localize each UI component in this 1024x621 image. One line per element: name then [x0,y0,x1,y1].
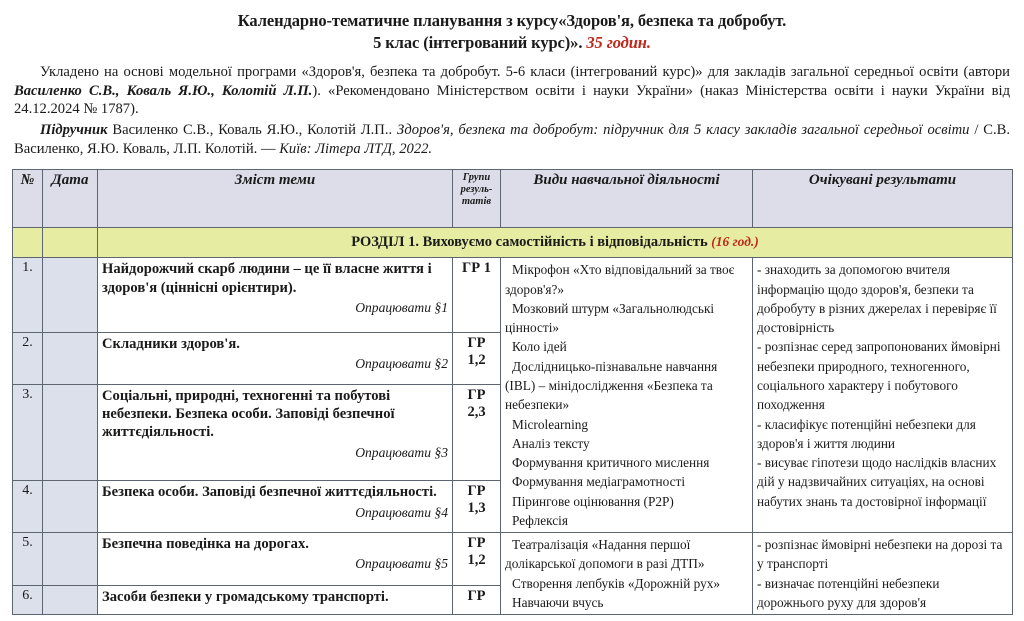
topic-text: Засоби безпеки у громадському транспорті. [102,589,389,606]
textbook-authors: Василенко С.В., Коваль Я.Ю., Колотій Л.П.. [107,122,397,139]
row-number: 5. [13,533,43,586]
textbook-authors-2: / С.В. Василенко, Я.Ю. Коваль, Л.П. Колотій. — [14,122,1010,158]
result-group-line-1: ГР [467,483,486,500]
section-spacer-number [13,228,43,258]
row-number: 6. [13,586,43,615]
row-result-group [453,384,501,481]
result-groups-line-1: Групи [462,172,491,184]
row-number: 4. [13,481,43,533]
activity-item: Створення лепбуків «Дорожній рух» [512,575,721,591]
intro-program-text-a: Укладено на основі модельної програми «Здоров'я, безпека та добробут. 5-6 класи (інтегрований курс)» для закладів загальної середньої освіти (автори [40,63,1010,80]
expected-results-cell [753,533,1013,615]
textbook-label: Підручник [40,122,108,139]
page-title-subject: 5 клас (інтегрований курс)». [373,32,587,52]
total-hours-badge: 35 годин. [586,32,651,52]
page-title-line-2 [30,32,994,54]
row-number: 3. [13,384,43,481]
row-result-group: ГР 1 [453,258,501,332]
section-header-row [13,228,1013,258]
intro-paragraph-program [14,63,1010,120]
row-date[interactable] [43,586,98,615]
result-group-line-2: 1,3 [467,500,486,517]
activity-item: Театралізація «Надання першої долікарської допомоги в разі ДТП» [505,537,705,572]
activity-item: Пірингове оцінювання (Р2Р) [512,493,674,509]
result-group-line-2: 2,3 [467,403,486,420]
activity-item: Формування медіаграмотності [512,474,686,490]
topic-text: Найдорожчий скарб людини – це її власне життя і здоров'я (ціннісні орієнтири). [102,261,432,296]
topic-assignment: Опрацювати §2 [355,356,448,372]
row-number: 1. [13,258,43,332]
topic-assignment: Опрацювати §5 [355,556,448,572]
row-topic [98,586,453,615]
expected-result-item: - визначає потенційні небезпеки дорожнього руху для здоров'я [757,575,940,610]
expected-result-item: - знаходить за допомогою вчителя інформацію щодо здоров'я, безпеки та добробуту в різних джерелах і перевіряє її достовірність [757,262,997,336]
topic-text: Соціальні, природні, техногенні та побутові небезпеки. Безпека особи. Заповіді безпечної життєдіяльності. [102,387,395,441]
result-group-line-1: ГР [467,535,486,552]
row-result-group [453,332,501,384]
activities-cell [501,258,753,533]
document-title-block [0,0,1024,54]
intro-section [0,54,1024,160]
row-topic [98,384,453,481]
section-title-cell [98,228,1013,258]
table-row [13,533,1013,586]
row-result-group [453,533,501,586]
result-group-line-1: ГР [467,386,486,403]
topic-text: Безпечна поведінка на дорогах. [102,536,309,553]
row-date[interactable] [43,481,98,533]
row-topic [98,533,453,586]
row-date[interactable] [43,533,98,586]
intro-paragraph-textbook [14,121,1010,159]
activity-item: Рефлексія [512,512,568,528]
expected-result-item: - розпізнає ймовірні небезпеки на дорозі та у транспорті [757,537,1003,572]
column-header-result-groups [453,170,501,228]
result-groups-line-3: татів [461,195,492,207]
result-group-line-2: 1,2 [467,351,486,368]
topic-text: Безпека особи. Заповіді безпечної життєдіяльності. [102,484,437,501]
column-header-expected-results: Очікувані результати [753,170,1013,228]
column-header-date: Дата [43,170,98,228]
row-date[interactable] [43,384,98,481]
activities-cell [501,533,753,615]
activity-item: Аналіз тексту [512,435,590,451]
row-topic [98,258,453,332]
result-group-line-1: ГР [467,334,486,351]
result-group-line-1: ГР [467,588,486,605]
row-topic [98,332,453,384]
column-header-activities: Види навчальної діяльності [501,170,753,228]
row-result-group [453,481,501,533]
table-row [13,258,1013,332]
result-groups-line-2: резуль- [460,184,493,196]
topic-assignment: Опрацювати §3 [355,444,448,460]
expected-result-item: - класифікує потенційні небезпеки для здоров'я і життя людини [757,416,976,451]
activity-item: Формування критичного мислення [512,455,710,471]
column-header-topic: Зміст теми [98,170,453,228]
activity-item: Мікрофон «Хто відповідальний за твоє здоров'я?» [505,262,735,297]
topic-assignment: Опрацювати §4 [355,504,448,520]
activity-item: Коло ідей [512,339,567,355]
section-title: РОЗДІЛ 1. Виховуємо самостійність і відповідальність [351,234,712,251]
section-spacer-date [43,228,98,258]
table-header [13,170,1013,228]
expected-results-cell [753,258,1013,533]
activity-item: Навчаючи вчусь [512,594,604,610]
textbook-title: Здоров'я, безпека та добробут: підручник для 5 класу закладів загальної середньої освіти [396,122,970,139]
expected-result-item: - висуває гіпотези щодо наслідків власних дій у надзвичайних ситуаціях, на основі набутих знань та достовірної інформації [757,455,997,509]
row-number: 2. [13,332,43,384]
table-body [13,228,1013,615]
result-group-line-2: 1,2 [467,552,486,569]
row-date[interactable] [43,258,98,332]
intro-program-text-b: ). «Рекомендовано Міністерством освіти і науки України» (наказ Міністерства освіти і науки України від 24.12.2024 № 1787). [14,82,1010,118]
activity-item: Microlearning [512,416,589,432]
page-title-line-1: Календарно-тематичне планування з курсу«Здоров'я, безпека та добробут. [237,11,787,30]
column-header-number: № [13,170,43,228]
expected-result-item: - розпізнає серед запропонованих ймовірні небезпеки природного, техногенного, соціального характеру і побутового походження [757,339,1001,413]
table-header-row [13,170,1013,228]
activity-item: Мозковий штурм «Загальнолюдські цінності» [505,300,715,336]
section-hours: (16 год.) [711,234,759,250]
topic-assignment: Опрацювати §1 [355,300,448,316]
row-topic [98,481,453,533]
textbook-imprint: Київ: Літера ЛТД, 2022. [279,141,433,158]
topic-text: Складники здоров'я. [102,335,240,352]
row-result-group [453,586,501,615]
activity-item: Дослідницько-пізнавальне навчання (IBL) – мінідослідження «Безпека та небезпеки» [505,358,718,413]
ktp-table-wrapper [0,169,1024,615]
row-date[interactable] [43,332,98,384]
ktp-table [12,169,1013,615]
intro-authors: Василенко С.В., Коваль Я.Ю., Колотій Л.П. [14,82,313,99]
